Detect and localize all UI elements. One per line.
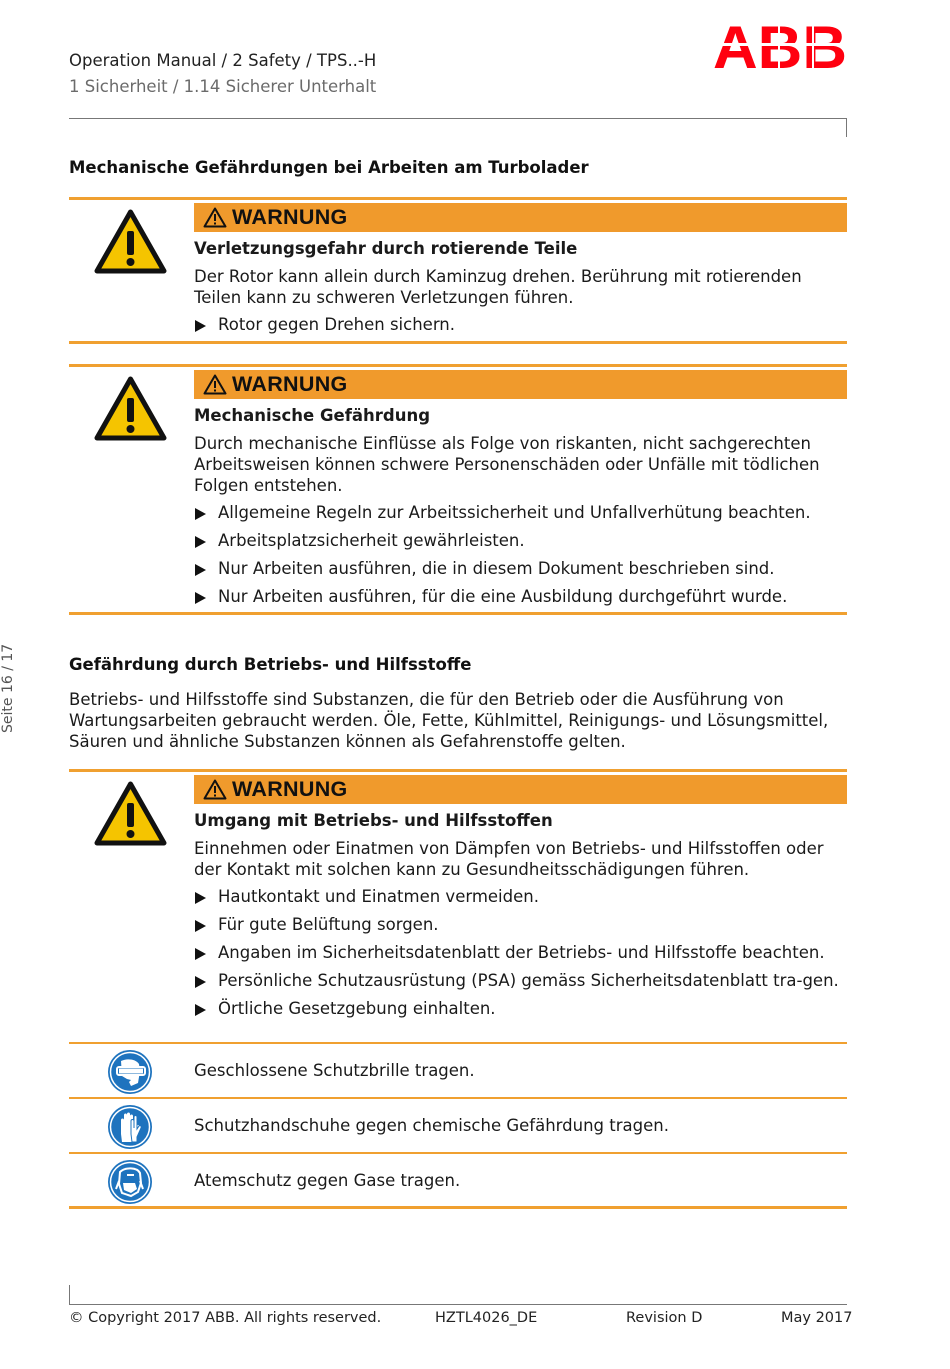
warning-content — [194, 238, 847, 342]
warning-heading: Verletzungsgefahr durch rotierende Teile — [194, 239, 578, 258]
warning-banner — [194, 370, 847, 399]
list-item-text: Rotor gegen Drehen sichern. — [218, 315, 456, 334]
footer-date: May 2017 — [781, 1310, 853, 1326]
list-item-text: Arbeitsplatzsicherheit gewährleisten. — [218, 531, 525, 550]
footer-divider — [69, 1304, 847, 1305]
warning-box-mechanical — [69, 364, 847, 615]
list-item — [194, 970, 847, 991]
warning-actions — [194, 886, 847, 1019]
warning-description: Einnehmen oder Einatmen von Dämpfen von Betriebs- und Hilfsstoffen oder der Kontakt mit solchen kann zu Gesundheitsschädigungen führen. — [194, 839, 824, 879]
list-item — [194, 502, 847, 523]
list-item-text: Nur Arbeiten ausführen, für die eine Ausbildung durchgeführt wurde. — [218, 587, 788, 606]
arrow-bullet-icon — [195, 920, 206, 932]
list-item — [194, 314, 847, 335]
list-item-text: Hautkontakt und Einatmen vermeiden. — [218, 887, 539, 906]
ppe-row-goggles — [69, 1042, 847, 1097]
list-item — [194, 914, 847, 935]
arrow-bullet-icon — [195, 320, 206, 332]
list-item-text: Nur Arbeiten ausführen, die in diesem Dokument beschrieben sind. — [218, 559, 775, 578]
warning-box-rotating-parts — [69, 197, 847, 344]
arrow-bullet-icon — [195, 592, 206, 604]
section-paragraph: Betriebs- und Hilfsstoffe sind Substanzen, die für den Betrieb oder die Ausführung von Wartungsarbeiten gebraucht werden. Öle, Fette, Kühlmittel, Reinigungs- und Lösungsmittel, Säuren und ähnliche Substanzen können als Gefahrenstoffe gelten. — [69, 690, 829, 751]
list-item — [194, 530, 847, 551]
protective-gloves-icon — [107, 1104, 153, 1150]
breadcrumb: Operation Manual / 2 Safety / TPS..-H — [69, 51, 377, 70]
list-item-text: Angaben im Sicherheitsdatenblatt der Betriebs- und Hilfsstoffe beachten. — [218, 943, 825, 962]
warning-small-icon — [203, 779, 227, 800]
arrow-bullet-icon — [195, 948, 206, 960]
list-item-text: Persönliche Schutzausrüstung (PSA) gemäss Sicherheitsdatenblatt tra-gen. — [218, 971, 839, 990]
list-item-text: Örtliche Gesetzgebung einhalten. — [218, 999, 496, 1018]
warning-description: Der Rotor kann allein durch Kaminzug drehen. Berührung mit rotierenden Teilen kann zu schweren Verletzungen führen. — [194, 267, 802, 307]
section-title-mechanical: Mechanische Gefährdungen bei Arbeiten am Turbolader — [69, 158, 589, 177]
arrow-bullet-icon — [195, 1004, 206, 1016]
ppe-instruction: Schutzhandschuhe gegen chemische Gefährdung tragen. — [194, 1116, 669, 1135]
arrow-bullet-icon — [195, 536, 206, 548]
ppe-row-respirator — [69, 1152, 847, 1209]
warning-small-icon — [203, 374, 227, 395]
warning-triangle-icon — [94, 209, 167, 274]
warning-label: WARNUNG — [232, 777, 348, 801]
abb-logo — [712, 20, 848, 72]
warning-box-operating-materials — [69, 769, 847, 1044]
list-item — [194, 998, 847, 1019]
footer-doc-id: HZTL4026_DE — [435, 1310, 538, 1326]
warning-description: Durch mechanische Einflüsse als Folge von riskanten, nicht sachgerechten Arbeitsweisen können schwere Personenschäden oder Unfälle mit tödlichen Folgen entstehen. — [194, 434, 820, 495]
respirator-icon — [107, 1159, 153, 1205]
side-page-number: Seite 16 / 17 — [0, 643, 16, 733]
warning-heading: Mechanische Gefährdung — [194, 406, 431, 425]
list-item — [194, 558, 847, 579]
list-item — [194, 586, 847, 607]
section-path: 1 Sicherheit / 1.14 Sicherer Unterhalt — [69, 77, 377, 96]
warning-heading: Umgang mit Betriebs- und Hilfsstoffen — [194, 811, 553, 830]
warning-triangle-icon — [94, 781, 167, 846]
list-item — [194, 942, 847, 963]
warning-actions — [194, 502, 847, 607]
warning-banner — [194, 203, 847, 232]
safety-goggles-icon — [107, 1049, 153, 1095]
section-title-operating-materials: Gefährdung durch Betriebs- und Hilfsstoffe — [69, 655, 472, 674]
list-item — [194, 886, 847, 907]
footer-revision: Revision D — [626, 1310, 703, 1326]
warning-small-icon — [203, 207, 227, 228]
footer-corner-mark — [69, 1285, 70, 1304]
warning-triangle-icon — [94, 376, 167, 441]
ppe-instruction: Atemschutz gegen Gase tragen. — [194, 1171, 461, 1190]
warning-label: WARNUNG — [232, 372, 348, 396]
arrow-bullet-icon — [195, 976, 206, 988]
arrow-bullet-icon — [195, 508, 206, 520]
ppe-instruction: Geschlossene Schutzbrille tragen. — [194, 1061, 475, 1080]
warning-banner — [194, 775, 847, 804]
list-item-text: Für gute Belüftung sorgen. — [218, 915, 439, 934]
footer-copyright: © Copyright 2017 ABB. All rights reserved. — [69, 1310, 382, 1326]
header-divider — [69, 118, 847, 119]
arrow-bullet-icon — [195, 564, 206, 576]
warning-actions — [194, 314, 847, 335]
header-corner-mark — [846, 118, 847, 137]
warning-content — [194, 810, 847, 1026]
ppe-row-gloves — [69, 1097, 847, 1152]
warning-content — [194, 405, 847, 614]
warning-label: WARNUNG — [232, 205, 348, 229]
arrow-bullet-icon — [195, 892, 206, 904]
list-item-text: Allgemeine Regeln zur Arbeitssicherheit und Unfallverhütung beachten. — [218, 503, 811, 522]
